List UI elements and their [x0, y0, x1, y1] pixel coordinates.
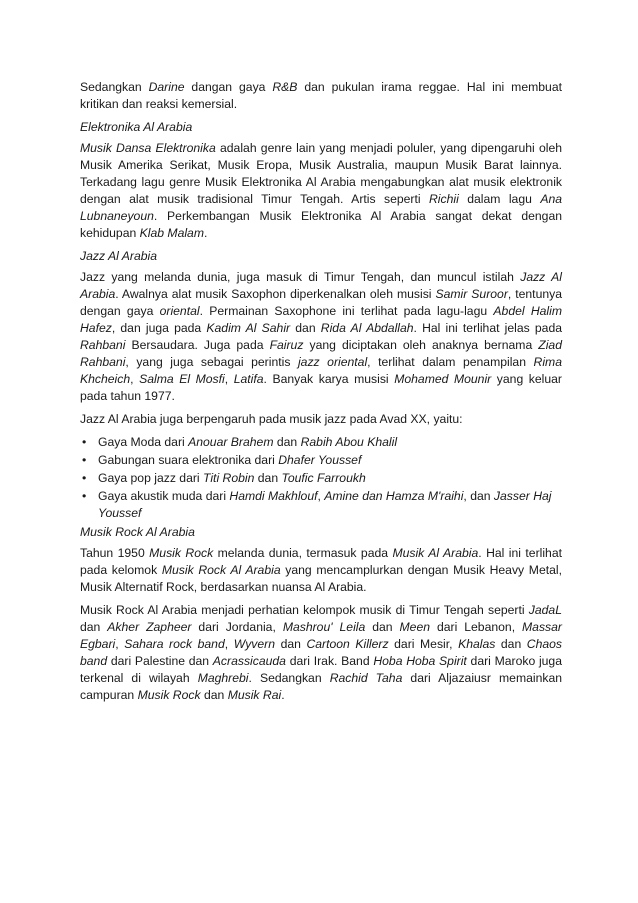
paragraph-elektronika: Musik Dansa Elektronika adalah genre lain yang menjadi poluler, yang dipengaruhi oleh Musik Amerika Serikat, Musik Eropa, Musik Australia, maupun Musik Barat lainnya. Terkadang lagu genre Musik Elektronika Al Arabia mengabungkan alat musik elektronik dengan alat musik tradisional Timur Tengah. Artis seperti Richii dalam lagu Ana Lubnaneyoun. Perkembangan Musik Elektronika Al Arabia sangat dekat dengan kehidupan Klab Malam. [80, 141, 563, 240]
document-body [80, 79, 562, 710]
list-item: • Gaya pop jazz dari Titi Robin dan Toufic Farroukh [82, 471, 366, 485]
paragraph-jazz-influence: Jazz Al Arabia juga berpengaruh pada musik jazz pada Avad XX, yaitu: [80, 412, 463, 426]
heading-jazz: Jazz Al Arabia [80, 249, 157, 263]
paragraph-rock-history: Tahun 1950 Musik Rock melanda dunia, termasuk pada Musik Al Arabia. Hal ini terlihat pada kelomok Musik Rock Al Arabia yang mencamplurkan dengan Musik Heavy Metal, Musik Alternatif Rock, berdasarkan nuansa Al Arabia. [80, 546, 562, 594]
jazz-styles-list [80, 434, 562, 522]
bullet-icon: • [82, 489, 87, 503]
heading-elektronika: Elektronika Al Arabia [80, 120, 193, 134]
list-item: • Gaya Moda dari Anouar Brahem dan Rabih Abou Khalil [82, 435, 398, 449]
paragraph-darine: Sedangkan Darine dangan gaya R&B dan pukulan irama reggae. Hal ini membuat kritikan dan reaksi kemersial. [80, 80, 562, 111]
bullet-icon: • [82, 435, 87, 449]
paragraph-jazz: Jazz yang melanda dunia, juga masuk di Timur Tengah, dan muncul istilah Jazz Al Arabia. Awalnya alat musik Saxophon diperkenalkan oleh musisi Samir Suroor, tentunya dengan gaya oriental. Permainan Saxophone ini terlihat pada lagu-lagu Abdel Halim Hafez, dan juga pada Kadim Al Sahir dan Rida Al Abdallah. Hal ini terlihat jelas pada Rahbani Bersaudara. Juga pada Fairuz yang diciptakan oleh anaknya bernama Ziad Rahbani, yang juga sebagai perintis jazz oriental, terlihat dalam penampilan Rima Khcheich, Salma El Mosfi, Latifa. Banyak karya musisi Mohamed Mounir yang keluar pada tahun 1977. [80, 270, 562, 403]
paragraph-rock-bands: Musik Rock Al Arabia menjadi perhatian kelompok musik di Timur Tengah seperti JadaL dan Akher Zapheer dari Jordania, Mashrou' Leila dan Meen dari Lebanon, Massar Egbari, Sahara rock band, Wyvern dan Cartoon Killerz dari Mesir, Khalas dan Chaos band dari Palestine dan Acrassicauda dari Irak. Band Hoba Hoba Spirit dari Maroko juga terkenal di wilayah Maghrebi. Sedangkan Rachid Taha dari Aljazaiusr memainkan campuran Musik Rock dan Musik Rai. [80, 603, 563, 702]
bullet-icon: • [82, 453, 87, 467]
list-item: • Gabungan suara elektronika dari Dhafer Youssef [82, 453, 362, 467]
heading-rock: Musik Rock Al Arabia [80, 525, 195, 539]
bullet-icon: • [82, 471, 87, 485]
list-item: • Gaya akustik muda dari Hamdi Makhlouf, Amine dan Hamza M'raihi, dan Jasser Haj Youssef [82, 489, 552, 520]
